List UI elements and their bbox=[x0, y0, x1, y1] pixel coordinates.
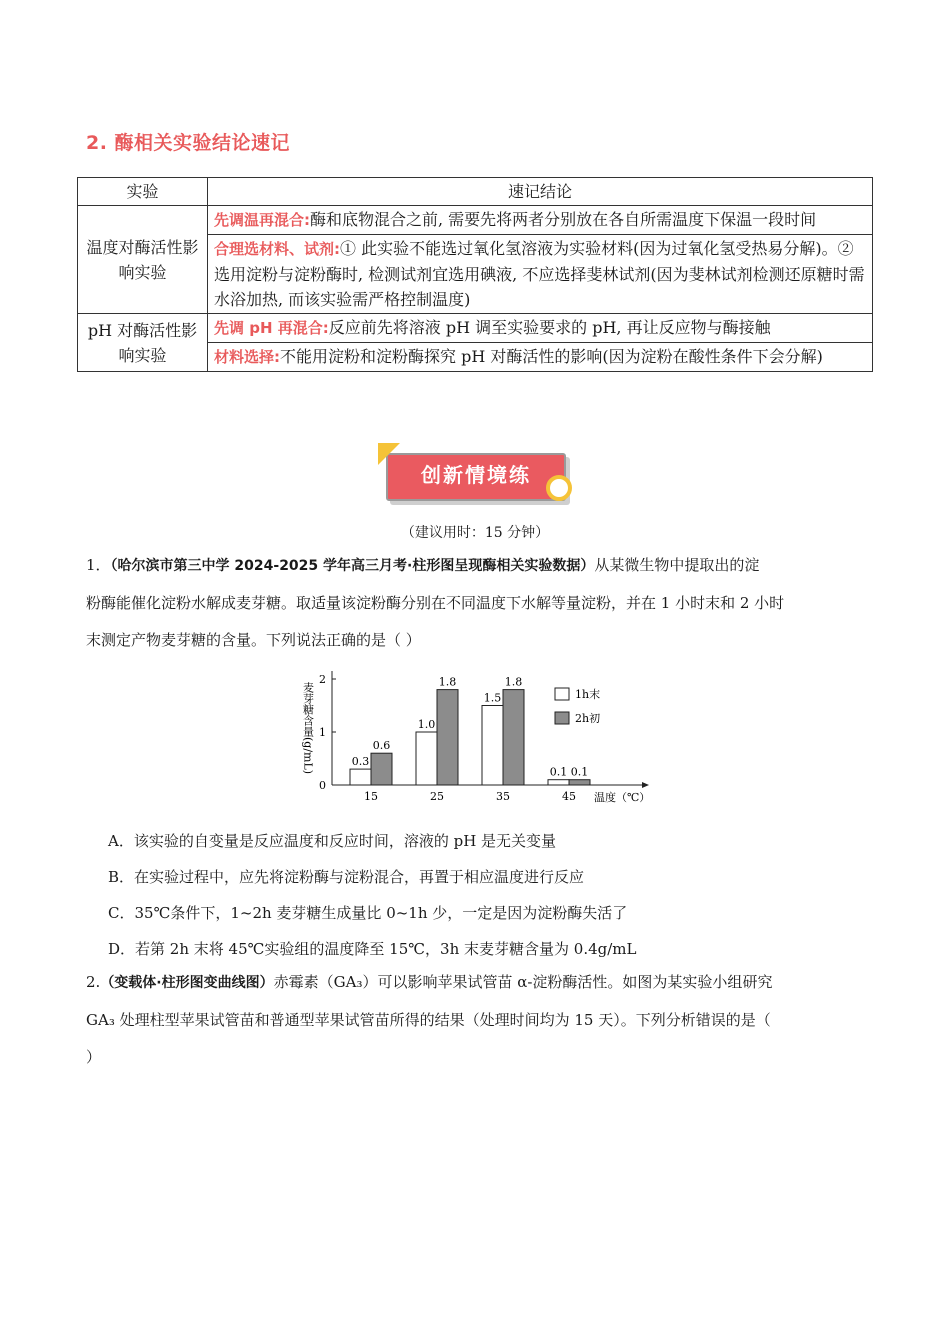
conclusion-cell bbox=[208, 314, 873, 343]
data-label: 1.8 bbox=[438, 675, 457, 689]
conclusion-label: 先调 pH 再混合: bbox=[214, 319, 329, 337]
question-text: 赤霉素（GA₃）可以影响苹果试管苗 α-淀粉酶活性。如图为某实验小组研究 bbox=[273, 973, 773, 991]
question-2-line bbox=[86, 964, 866, 1002]
conclusion-table bbox=[77, 177, 873, 372]
legend-swatch bbox=[555, 712, 569, 724]
data-label: 0.6 bbox=[372, 739, 391, 753]
question-2 bbox=[86, 964, 866, 1076]
conclusion-cell bbox=[208, 235, 873, 314]
header-experiment: 实验 bbox=[78, 178, 208, 206]
option-b[interactable]: B．在实验过程中，应先将淀粉酶与淀粉混合，再置于相应温度进行反应 bbox=[108, 868, 585, 886]
bar bbox=[569, 780, 590, 785]
experiment-cell: 温度对酶活性影响实验 bbox=[78, 206, 208, 314]
question-1-line: 粉酶能催化淀粉水解成麦芽糖。取适量该淀粉酶分别在不同温度下水解等量淀粉，并在 1 小时末和 2 小时 bbox=[86, 594, 785, 612]
suggested-time: （建议用时：15 分钟） bbox=[400, 525, 550, 541]
x-axis-arrow bbox=[642, 782, 649, 788]
question-1-line: 末测定产物麦芽糖的含量。下列说法正确的是（ ） bbox=[86, 631, 421, 649]
banner-title: 创新情境练 bbox=[421, 463, 531, 487]
conclusion-cell bbox=[208, 343, 873, 372]
question-source: （哈尔滨市第三中学 2024-2025 学年高三月考·柱形图呈现酶相关实验数据） bbox=[110, 558, 595, 574]
legend-label: 1h末 bbox=[575, 688, 601, 701]
x-tick-label: 45 bbox=[562, 790, 576, 803]
conclusion-label: 先调温再混合: bbox=[214, 211, 310, 229]
banner-ring-icon bbox=[546, 475, 572, 501]
data-label: 1.0 bbox=[417, 718, 436, 731]
question-1-line bbox=[86, 547, 866, 585]
option-d[interactable]: D．若第 2h 末将 45℃实验组的温度降至 15℃，3h 末麦芽糖含量为 0.4g/mL bbox=[108, 940, 637, 958]
conclusion-label: 合理选材料、试剂: bbox=[214, 240, 340, 258]
maltose-bar-chart bbox=[290, 668, 670, 808]
legend-swatch bbox=[555, 688, 569, 700]
y-tick-label: 2 bbox=[319, 673, 326, 686]
conclusion-cell bbox=[208, 206, 873, 235]
question-1 bbox=[86, 547, 866, 659]
legend-label: 2h初 bbox=[575, 712, 601, 725]
practice-banner bbox=[378, 443, 574, 507]
x-tick-label: 35 bbox=[496, 790, 510, 803]
conclusion-text: 反应前先将溶液 pH 调至实验要求的 pH, 再让反应物与酶接触 bbox=[328, 318, 771, 337]
conclusion-label: 材料选择: bbox=[214, 348, 280, 366]
data-label: 0.1 bbox=[570, 765, 589, 779]
y-tick-label: 0 bbox=[319, 779, 326, 792]
question-number: 1． bbox=[86, 556, 111, 574]
conclusion-text: 不能用淀粉和淀粉酶探究 pH 对酶活性的影响(因为淀粉在酸性条件下会分解) bbox=[280, 347, 823, 366]
data-label: 1.5 bbox=[483, 691, 502, 705]
x-axis-label: 温度（℃） bbox=[594, 791, 651, 804]
bar bbox=[503, 690, 524, 785]
data-label: 1.8 bbox=[504, 675, 523, 689]
y-axis-label: 麦芽糖含量(g/mL) bbox=[301, 682, 315, 775]
x-tick-label: 25 bbox=[430, 790, 444, 803]
bar bbox=[548, 780, 569, 785]
bar bbox=[350, 769, 371, 785]
conclusion-text: 酶和底物混合之前, 需要先将两者分别放在各自所需温度下保温一段时间 bbox=[310, 210, 817, 229]
x-tick-label: 15 bbox=[364, 790, 378, 803]
experiment-cell: pH 对酶活性影响实验 bbox=[78, 314, 208, 372]
option-a[interactable]: A．该实验的自变量是反应温度和反应时间，溶液的 pH 是无关变量 bbox=[108, 832, 557, 850]
data-label: 0.1 bbox=[549, 765, 568, 779]
table-row bbox=[78, 314, 873, 343]
conclusion-text: ① 此实验不能选过氧化氢溶液为实验材料(因为过氧化氢受热易分解)。②选用淀粉与淀粉酶时, 检测试剂宜选用碘液, 不应选择斐林试剂(因为斐林试剂检测还原糖时需水浴加热, 而该实验需严格控制温度) bbox=[214, 239, 865, 309]
bar bbox=[437, 690, 458, 785]
header-conclusion: 速记结论 bbox=[208, 178, 873, 206]
question-2-line: ） bbox=[86, 1048, 102, 1066]
bar bbox=[482, 706, 503, 786]
question-text: 从某微生物中提取出的淀 bbox=[594, 556, 760, 574]
question-2-line: GA₃ 处理柱型苹果试管苗和普通型苹果试管苗所得的结果（处理时间均为 15 天）。下列分析错误的是（ bbox=[86, 1011, 771, 1029]
question-source: （变载体·柱形图变曲线图） bbox=[100, 975, 274, 991]
y-tick-label: 1 bbox=[319, 726, 326, 739]
option-c[interactable]: C．35℃条件下，1~2h 麦芽糖生成量比 0~1h 少，一定是因为淀粉酶失活了 bbox=[108, 904, 628, 922]
bar bbox=[416, 732, 437, 785]
data-label: 0.3 bbox=[351, 755, 370, 769]
table-row bbox=[78, 206, 873, 235]
bar bbox=[371, 753, 392, 785]
section-title: 2. 酶相关实验结论速记 bbox=[86, 132, 291, 154]
question-number: 2. bbox=[86, 973, 101, 991]
table-header-row bbox=[78, 178, 873, 206]
